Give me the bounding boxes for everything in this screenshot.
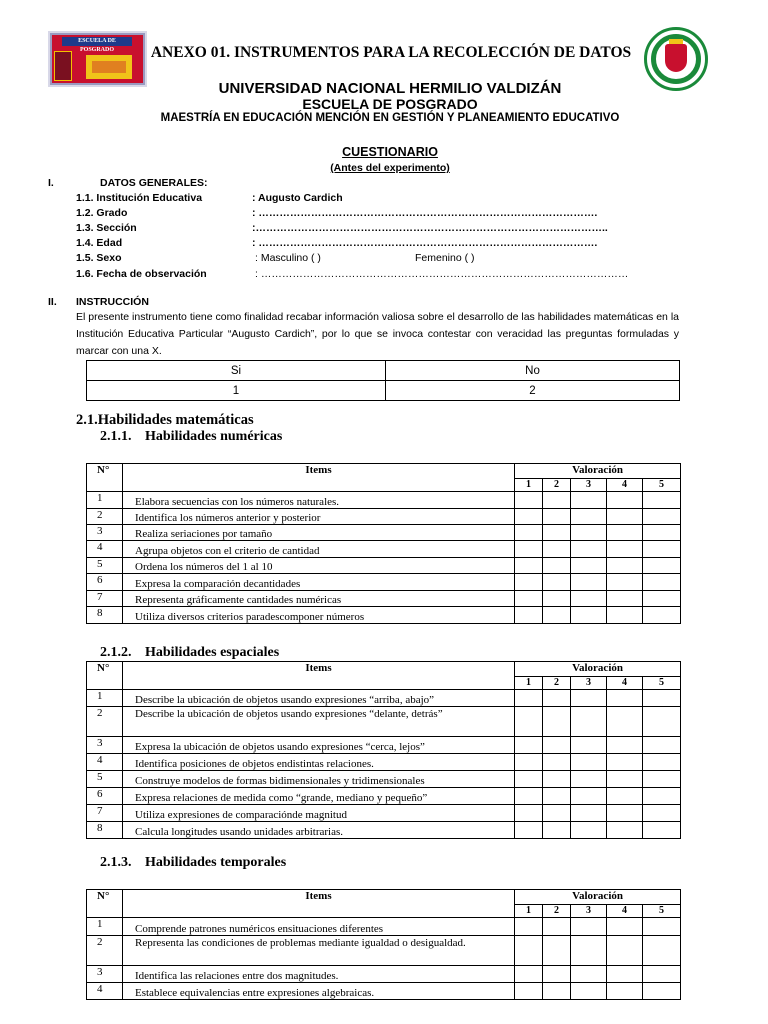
subsection-heading-temporales <box>100 855 286 871</box>
subsection-title: Habilidades numéricas <box>145 429 283 444</box>
header-items: Items <box>123 464 515 492</box>
field-value-femenino[interactable]: Femenino ( ) <box>415 252 475 264</box>
scale-header-si: Si <box>87 361 386 381</box>
rating-cell[interactable] <box>643 690 681 707</box>
rating-cell[interactable] <box>607 591 643 607</box>
rating-cell[interactable] <box>571 525 607 541</box>
rating-cell[interactable] <box>543 607 571 624</box>
rating-cell[interactable] <box>515 574 543 591</box>
rating-cell[interactable] <box>515 607 543 624</box>
rating-cell[interactable] <box>607 936 643 966</box>
rating-cell[interactable] <box>515 936 543 966</box>
table-row: 2 Describe la ubicación de objetos usando expresiones “delante, detrás” <box>87 707 681 737</box>
items-table-espaciales <box>86 661 681 839</box>
section-number-1: I. <box>48 177 54 189</box>
rating-cell[interactable] <box>543 509 571 525</box>
header-num: N° <box>87 464 123 492</box>
rating-cell[interactable] <box>607 574 643 591</box>
field-value-seccion[interactable]: :……………………………………………………………………………………….. <box>252 222 608 234</box>
rating-cell[interactable] <box>571 541 607 558</box>
rating-cell[interactable] <box>543 591 571 607</box>
scale-value-no: 2 <box>386 381 680 401</box>
field-value-masculino[interactable]: : Masculino ( ) <box>255 252 321 264</box>
rating-cell[interactable] <box>607 918 643 936</box>
subsection-number: 2.1.2. <box>100 645 132 660</box>
header-valoracion: Valoración <box>515 662 681 677</box>
header-col-5: 5 <box>643 479 681 492</box>
rating-cell[interactable] <box>515 918 543 936</box>
rating-cell[interactable] <box>543 707 571 737</box>
table-row: 5 Ordena los números del 1 al 10 <box>87 558 681 574</box>
rating-cell[interactable] <box>643 492 681 509</box>
rating-cell[interactable] <box>543 558 571 574</box>
rating-cell[interactable] <box>543 822 571 839</box>
rating-cell[interactable] <box>607 983 643 1000</box>
table-row: 7 Representa gráficamente cantidades numéricas <box>87 591 681 607</box>
rating-cell[interactable] <box>643 822 681 839</box>
rating-cell[interactable] <box>543 754 571 771</box>
header-col-2: 2 <box>543 677 571 690</box>
subsection-heading-espaciales <box>100 645 279 661</box>
field-value-institucion: : Augusto Cardich <box>252 192 343 204</box>
rating-cell[interactable] <box>515 541 543 558</box>
rating-cell[interactable] <box>607 509 643 525</box>
rating-cell[interactable] <box>571 558 607 574</box>
table-row: 1 Elabora secuencias con los números naturales. <box>87 492 681 509</box>
rating-cell[interactable] <box>571 805 607 822</box>
rating-cell[interactable] <box>543 525 571 541</box>
rating-cell[interactable] <box>607 690 643 707</box>
table-row: 4 Agrupa objetos con el criterio de cantidad <box>87 541 681 558</box>
rating-cell[interactable] <box>643 591 681 607</box>
rating-cell[interactable] <box>607 788 643 805</box>
school-name: ESCUELA DE POSGRADO <box>302 96 478 112</box>
rating-cell[interactable] <box>607 492 643 509</box>
header-num: N° <box>87 662 123 690</box>
rating-cell[interactable] <box>643 754 681 771</box>
rating-cell[interactable] <box>607 966 643 983</box>
rating-cell[interactable] <box>643 771 681 788</box>
rating-cell[interactable] <box>571 492 607 509</box>
field-label-institucion: 1.1. Institución Educativa <box>76 192 203 204</box>
header-num: N° <box>87 890 123 918</box>
rating-cell[interactable] <box>543 690 571 707</box>
rating-cell[interactable] <box>607 822 643 839</box>
rating-cell[interactable] <box>515 737 543 754</box>
rating-cell[interactable] <box>543 918 571 936</box>
rating-cell[interactable] <box>515 525 543 541</box>
rating-cell[interactable] <box>515 805 543 822</box>
header-valoracion: Valoración <box>515 464 681 479</box>
rating-cell[interactable] <box>515 707 543 737</box>
items-table-temporales <box>86 889 681 1000</box>
table-row: 1 Describe la ubicación de objetos usando expresiones “arriba, abajo” <box>87 690 681 707</box>
rating-cell[interactable] <box>543 966 571 983</box>
subsection-title: Habilidades espaciales <box>145 645 280 660</box>
rating-cell[interactable] <box>571 936 607 966</box>
subsection-number: 2.1.3. <box>100 855 132 870</box>
table-row: 6 Expresa relaciones de medida como “grande, mediano y pequeño” <box>87 788 681 805</box>
field-value-edad[interactable]: : ……………………………………………………………………………………. <box>252 237 598 249</box>
rating-cell[interactable] <box>607 707 643 737</box>
header-valoracion: Valoración <box>515 890 681 905</box>
rating-cell[interactable] <box>543 492 571 509</box>
rating-cell[interactable] <box>515 983 543 1000</box>
table-row: 3 Realiza seriaciones por tamaño <box>87 525 681 541</box>
table-row: 3 Expresa la ubicación de objetos usando expresiones “cerca, lejos” <box>87 737 681 754</box>
table-row: 8 Utiliza diversos criterios paradescomponer números <box>87 607 681 624</box>
anexo-title: ANEXO 01. INSTRUMENTOS PARA LA RECOLECCIÓN DE DATOS <box>150 44 632 61</box>
field-value-grado[interactable]: : ……………………………………………………………………………………. <box>252 207 598 219</box>
table-row: 2 Identifica los números anterior y posterior <box>87 509 681 525</box>
header-col-1: 1 <box>515 677 543 690</box>
header-col-3: 3 <box>571 677 607 690</box>
instruccion-text: El presente instrumento tiene como finalidad recabar información valiosa sobre el desarrollo de las habilidades matemáticas en la Institución Educativa Particular “Augusto Cardich”, por lo que se invoca contestar con veracidad las preguntas formuladas y marcar con una X. <box>76 311 679 357</box>
header-items: Items <box>123 890 515 918</box>
rating-cell[interactable] <box>543 936 571 966</box>
rating-cell[interactable] <box>515 771 543 788</box>
rating-cell[interactable] <box>543 737 571 754</box>
header-col-5: 5 <box>643 677 681 690</box>
rating-cell[interactable] <box>607 558 643 574</box>
header-col-2: 2 <box>543 905 571 918</box>
table-row: 1 Comprende patrones numéricos ensituaciones diferentes <box>87 918 681 936</box>
rating-cell[interactable] <box>571 918 607 936</box>
subsection-heading-numericas <box>100 429 282 445</box>
table-row: 4 Identifica posiciones de objetos endistintas relaciones. <box>87 754 681 771</box>
rating-cell[interactable] <box>515 492 543 509</box>
rating-cell[interactable] <box>643 509 681 525</box>
rating-cell[interactable] <box>643 918 681 936</box>
rating-cell[interactable] <box>643 574 681 591</box>
field-label-edad: 1.4. Edad <box>76 237 123 249</box>
rating-cell[interactable] <box>607 771 643 788</box>
rating-cell[interactable] <box>571 788 607 805</box>
rating-cell[interactable] <box>515 754 543 771</box>
rating-cell[interactable] <box>543 574 571 591</box>
document-title: CUESTIONARIO <box>342 145 438 159</box>
document-subtitle: (Antes del experimento) <box>330 162 450 174</box>
rating-cell[interactable] <box>543 805 571 822</box>
field-label-sexo: 1.5. Sexo <box>76 252 122 264</box>
header-col-5: 5 <box>643 905 681 918</box>
header-col-4: 4 <box>607 677 643 690</box>
scale-table <box>86 360 680 401</box>
instruccion-title: INSTRUCCIÓN <box>76 296 149 308</box>
rating-cell[interactable] <box>571 737 607 754</box>
rating-cell[interactable] <box>607 541 643 558</box>
logo-orange-shape <box>92 61 126 73</box>
header-col-2: 2 <box>543 479 571 492</box>
rating-cell[interactable] <box>515 788 543 805</box>
rating-cell[interactable] <box>515 822 543 839</box>
rating-cell[interactable] <box>643 936 681 966</box>
scale-value-si: 1 <box>87 381 386 401</box>
rating-cell[interactable] <box>571 754 607 771</box>
rating-cell[interactable] <box>643 558 681 574</box>
rating-cell[interactable] <box>643 805 681 822</box>
header-items: Items <box>123 662 515 690</box>
rating-cell[interactable] <box>643 737 681 754</box>
header-col-1: 1 <box>515 905 543 918</box>
rating-cell[interactable] <box>607 805 643 822</box>
rating-cell[interactable] <box>643 541 681 558</box>
rating-cell[interactable] <box>515 509 543 525</box>
table-row: 8 Calcula longitudes usando unidades arbitrarias. <box>87 822 681 839</box>
table-row: 2 Representa las condiciones de problemas mediante igualdad o desigualdad. <box>87 936 681 966</box>
rating-cell[interactable] <box>571 574 607 591</box>
rating-cell[interactable] <box>571 591 607 607</box>
section-number-2: II. <box>48 296 57 308</box>
header-col-3: 3 <box>571 479 607 492</box>
rating-cell[interactable] <box>571 822 607 839</box>
field-label-fecha: 1.6. Fecha de observación <box>76 268 207 280</box>
university-name: UNIVERSIDAD NACIONAL HERMILIO VALDIZÁN <box>218 80 562 97</box>
header-col-3: 3 <box>571 905 607 918</box>
datos-generales-title: DATOS GENERALES: <box>100 177 208 189</box>
rating-cell[interactable] <box>571 983 607 1000</box>
rating-cell[interactable] <box>607 607 643 624</box>
table-row: 5 Construye modelos de formas bidimensionales y tridimensionales <box>87 771 681 788</box>
rating-cell[interactable] <box>607 754 643 771</box>
rating-cell[interactable] <box>571 966 607 983</box>
header-col-4: 4 <box>607 905 643 918</box>
table-row: 7 Utiliza expresiones de comparaciónde magnitud <box>87 805 681 822</box>
items-table-numericas <box>86 463 681 624</box>
table-row: 4 Establece equivalencias entre expresiones algebraicas. <box>87 983 681 1000</box>
rating-cell[interactable] <box>543 983 571 1000</box>
table-row: 6 Expresa la comparación decantidades <box>87 574 681 591</box>
field-value-fecha[interactable]: : …………………………………………………………………………………………… <box>255 268 629 280</box>
section-heading: 2.1.Habilidades matemáticas <box>76 412 254 428</box>
rating-cell[interactable] <box>643 707 681 737</box>
rating-cell[interactable] <box>643 525 681 541</box>
scale-header-no: No <box>386 361 680 381</box>
table-row: 3 Identifica las relaciones entre dos magnitudes. <box>87 966 681 983</box>
rating-cell[interactable] <box>543 788 571 805</box>
subsection-title: Habilidades temporales <box>145 855 287 870</box>
rating-cell[interactable] <box>643 983 681 1000</box>
rating-cell[interactable] <box>571 509 607 525</box>
field-label-seccion: 1.3. Sección <box>76 222 137 234</box>
rating-cell[interactable] <box>515 591 543 607</box>
rating-cell[interactable] <box>515 966 543 983</box>
rating-cell[interactable] <box>643 607 681 624</box>
rating-cell[interactable] <box>515 558 543 574</box>
subsection-number: 2.1.1. <box>100 429 132 444</box>
rating-cell[interactable] <box>515 690 543 707</box>
header-col-1: 1 <box>515 479 543 492</box>
header-col-4: 4 <box>607 479 643 492</box>
rating-cell[interactable] <box>571 690 607 707</box>
rating-cell[interactable] <box>543 541 571 558</box>
rating-cell[interactable] <box>543 771 571 788</box>
rating-cell[interactable] <box>643 966 681 983</box>
logo-banner-text: ESCUELA DE POSGRADO <box>62 37 132 46</box>
field-label-grado: 1.2. Grado <box>76 207 128 219</box>
rating-cell[interactable] <box>571 707 607 737</box>
rating-cell[interactable] <box>643 788 681 805</box>
rating-cell[interactable] <box>571 607 607 624</box>
rating-cell[interactable] <box>607 525 643 541</box>
rating-cell[interactable] <box>607 737 643 754</box>
program-name: MAESTRÍA EN EDUCACIÓN MENCIÓN EN GESTIÓN Y PLANEAMIENTO EDUCATIVO <box>160 112 620 124</box>
rating-cell[interactable] <box>571 771 607 788</box>
